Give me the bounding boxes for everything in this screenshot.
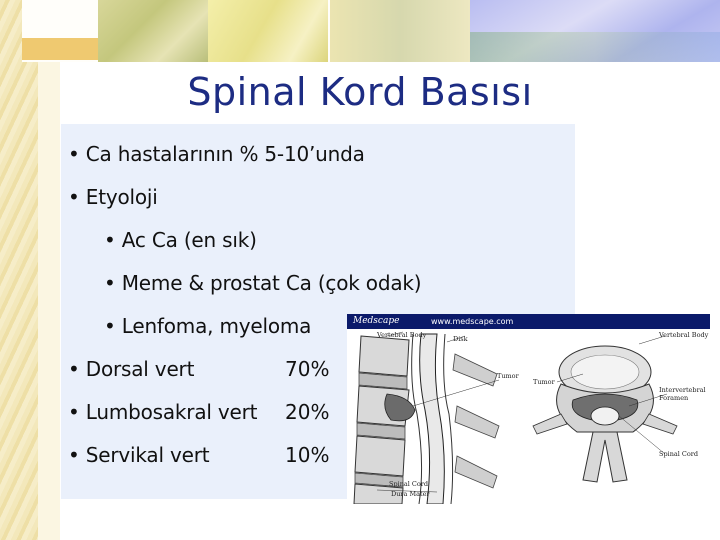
spinous-process-shape: [453, 354, 497, 386]
transverse-process-shape: [643, 414, 677, 434]
decor-tile: [208, 0, 328, 62]
location-dorsal-percent: 70%: [285, 357, 330, 381]
label-dura-mater: Dura Mater: [391, 490, 430, 498]
label-tumor-left: Tumor: [497, 372, 519, 380]
decor-tile: [22, 38, 102, 60]
spinal-cord-compression-illustration: [347, 314, 710, 504]
spinous-process-shape: [455, 406, 499, 438]
slide-title: Spinal Kord Basısı: [187, 70, 533, 114]
figure-brand: Medscape: [353, 316, 400, 326]
location-lumbosacral-percent: 20%: [285, 400, 330, 424]
left-decor-strip-inner: [38, 0, 60, 540]
spinal-cord-shape-right: [591, 407, 619, 425]
label-vertebral-body-left: Vertebral Body: [377, 331, 427, 339]
label-tumor-right: Tumor: [533, 378, 555, 386]
location-lumbosacral-label: • Lumbosakral vert: [68, 400, 258, 424]
spinous-process-shape: [455, 456, 497, 488]
sub-bullet-lymphoma: • Lenfoma, myeloma: [104, 314, 312, 338]
vertebral-body-shape: [355, 436, 405, 476]
location-cervical-percent: 10%: [285, 443, 330, 467]
sub-bullet-breast-prostate: • Meme & prostat Ca (çok odak): [104, 271, 422, 295]
decor-tile: [470, 32, 720, 62]
location-cervical-label: • Servikal vert: [68, 443, 210, 467]
axial-vertebral-body-inner: [571, 355, 639, 389]
label-spinal-cord-right: Spinal Cord: [659, 450, 699, 458]
tumor-shape-left: [385, 394, 415, 421]
vertebral-body-shape: [359, 336, 409, 376]
axial-spinous-process-shape: [583, 432, 627, 482]
label-spinal-cord-left: Spinal Cord: [389, 480, 429, 488]
decor-tile: [98, 0, 208, 62]
bullet-incidence: • Ca hastalarının % 5-10’unda: [68, 142, 365, 166]
dura-line: [444, 334, 453, 504]
spine-drawing: [347, 314, 710, 504]
label-disk: Disk: [453, 335, 468, 343]
left-decor-strip: [0, 0, 38, 540]
figure-url: www.medscape.com: [431, 317, 514, 326]
transverse-process-shape: [533, 414, 567, 434]
label-intervertebral-foramen: Intervertebral Foramen: [659, 386, 706, 402]
location-dorsal-label: • Dorsal vert: [68, 357, 195, 381]
label-vertebral-body-right: Vertebral Body: [659, 331, 709, 339]
decor-tile: [330, 0, 470, 62]
spinal-cord-shape-left: [420, 334, 445, 504]
sub-bullet-lung-ca: • Ac Ca (en sık): [104, 228, 257, 252]
bullet-etiology: • Etyoloji: [68, 185, 158, 209]
